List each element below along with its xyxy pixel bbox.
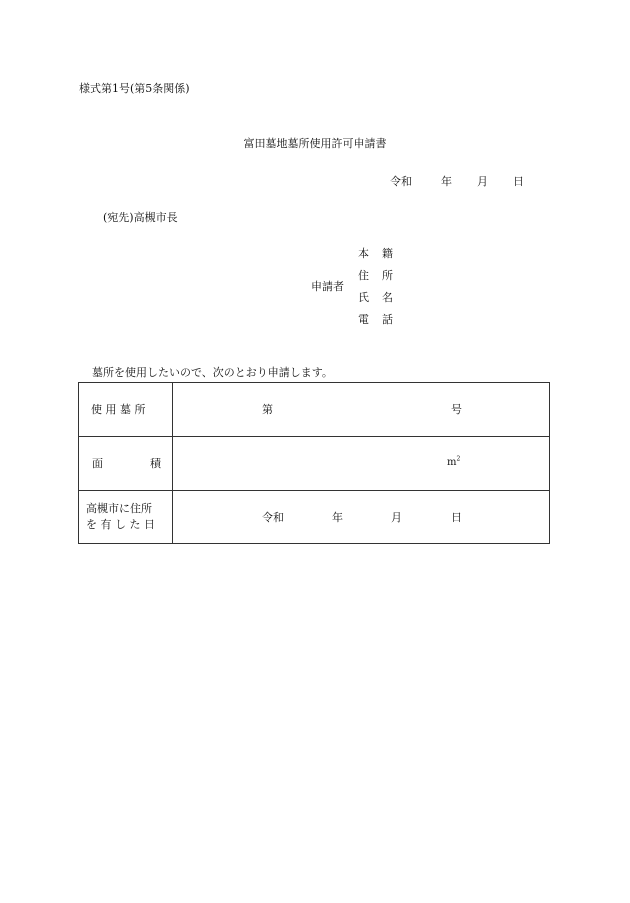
label-residence-line2: を 有 し た 日 (86, 518, 155, 531)
area-unit: $m^2$ (447, 455, 461, 468)
intro-text: 墓所を使用したいので、次のとおり申請します。 (92, 366, 333, 379)
residence-date-month: 月 (391, 511, 402, 524)
label-grave-plot: 使 用 墓 所 (91, 403, 146, 416)
date-day: 日 (513, 175, 524, 188)
residence-date-day: 日 (451, 511, 462, 524)
residence-date-era: 令和 (262, 511, 284, 524)
application-table (78, 382, 550, 544)
applicant-label: 申請者 (311, 280, 344, 293)
plot-number-prefix: 第 (262, 403, 273, 416)
label-area-left: 面 (92, 457, 103, 470)
form-number: 様式第1号(第5条関係) (79, 82, 190, 95)
table-row-divider (79, 490, 549, 491)
date-year: 年 (441, 175, 452, 188)
document-title: 富田墓地墓所使用許可申請書 (243, 137, 387, 150)
label-residence-line1: 高槻市に住所 (86, 502, 152, 515)
date-era: 令和 (390, 175, 412, 188)
addressee: (宛先)高槻市長 (103, 211, 178, 224)
date-month: 月 (477, 175, 488, 188)
label-area-right: 積 (150, 457, 161, 470)
table-row-divider (79, 436, 549, 437)
table-column-divider (172, 383, 173, 543)
residence-date-year: 年 (332, 511, 343, 524)
plot-number-suffix: 号 (451, 403, 462, 416)
